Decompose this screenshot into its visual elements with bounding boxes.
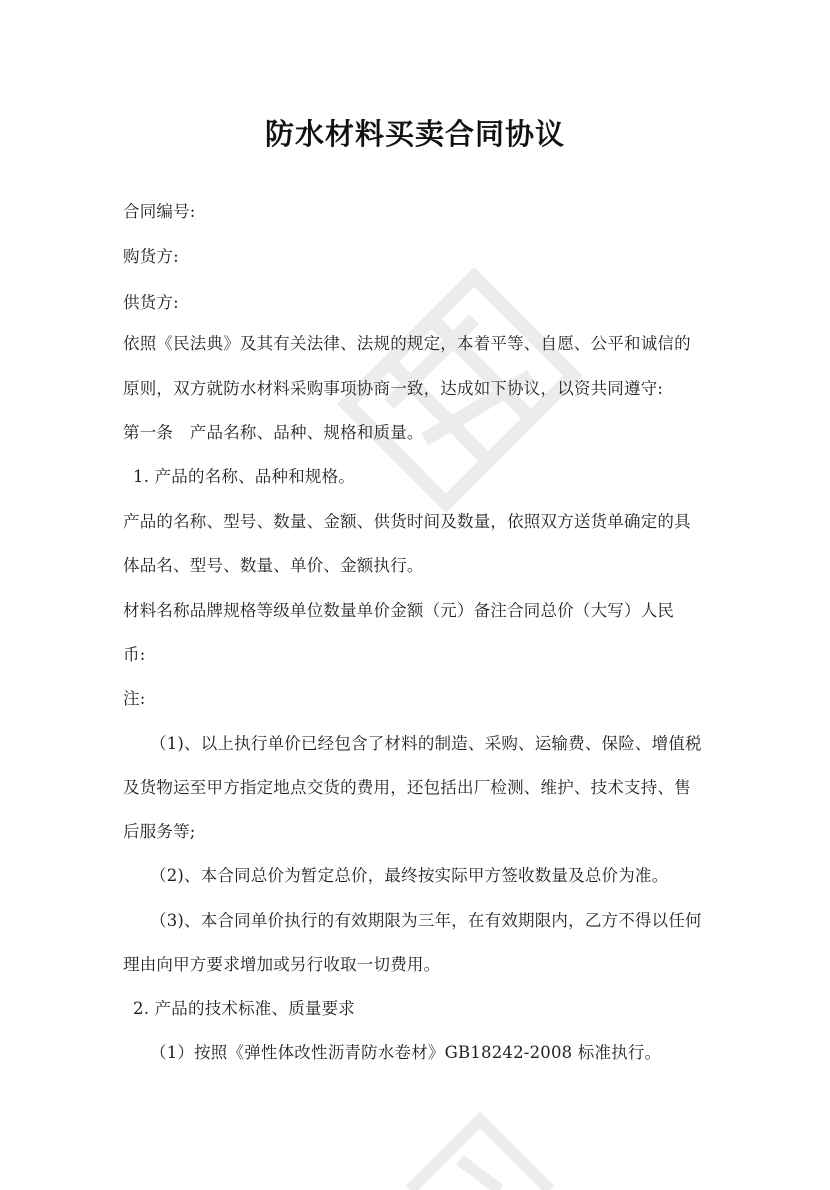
note-3-line: 理由向甲方要求增加或另行收取一切费用。 [123,955,441,974]
preamble-line: 依照《民法典》及其有关法律、法规的规定，本着平等、自愿、公平和诚信的 [123,334,691,353]
article-1-heading: 第一条 产品名称、品种、规格和质量。 [123,423,424,442]
note-label: 注: [123,689,146,708]
table-header-line: 材料名称品牌规格等级单位数量单价金额（元）备注合同总价（大写）人民 [123,601,675,620]
section-1-body-line: 产品的名称、型号、数量、金额、供货时间及数量，依照双方送货单确定的具 [123,512,691,531]
supplier-field: 供货方: [123,293,179,312]
contract-number-field: 合同编号: [123,202,196,221]
section-1-body-line: 体品名、型号、数量、单价、金额执行。 [123,556,424,575]
section-2-heading: 2. 产品的技术标准、质量要求 [133,999,355,1018]
section-1-heading: 1. 产品的名称、品种和规格。 [133,467,355,486]
preamble-line: 原则，双方就防水材料采购事项协商一致，达成如下协议，以资共同遵守: [123,379,664,398]
note-1-line: 及货物运至甲方指定地点交货的费用，还包括出厂检测、维护、技术支持、售 [123,778,691,797]
document-title: 防水材料买卖合同协议 [264,117,565,151]
watermark-logo-icon [400,1110,560,1190]
buyer-field: 购货方: [123,247,179,266]
table-header-line: 币: [123,645,146,664]
note-1-line: （1)、以上执行单价已经包含了材料的制造、采购、运输费、保险、增值税 [150,734,702,753]
note-2-line: （2)、本合同总价为暂定总价，最终按实际甲方签收数量及总价为准。 [150,866,669,885]
note-3-line: （3)、本合同单价执行的有效期限为三年，在有效期限内，乙方不得以任何 [150,911,702,930]
section-2-item: （1）按照《弹性体改性沥青防水卷材》GB18242-2008 标准执行。 [150,1043,662,1062]
note-1-line: 后服务等; [123,822,196,841]
